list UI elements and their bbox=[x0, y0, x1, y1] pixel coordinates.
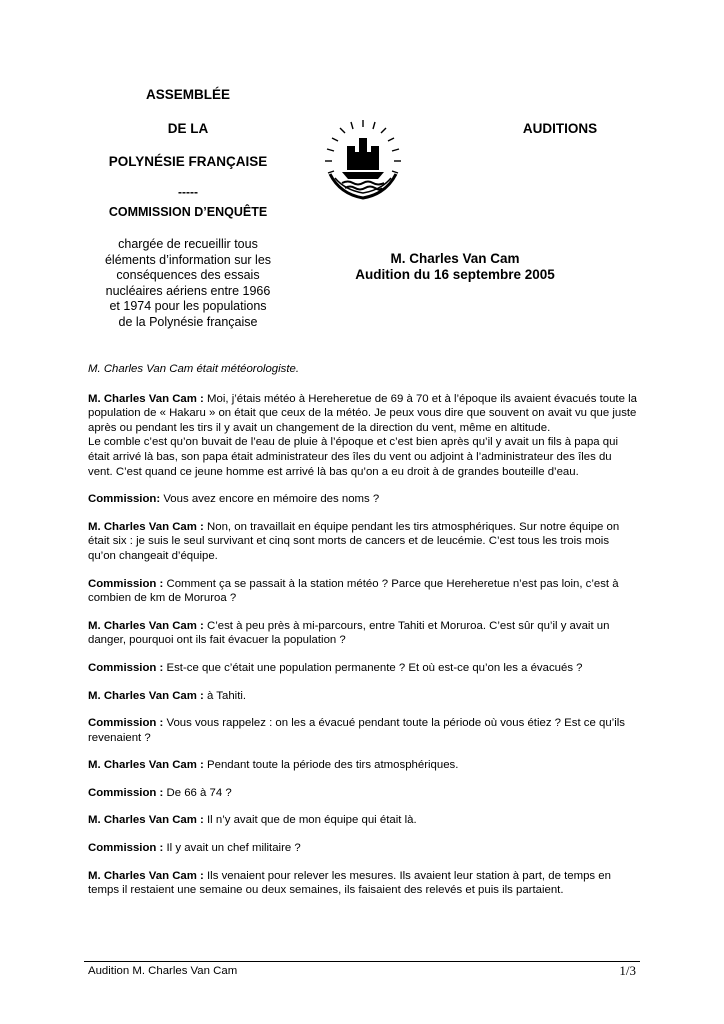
speaker-label: M. Charles Van Cam : bbox=[88, 814, 204, 827]
speaker-label: M. Charles Van Cam : bbox=[88, 520, 204, 533]
transcript-body bbox=[88, 362, 638, 911]
assembly-title-line1: ASSEMBLÉE bbox=[145, 87, 230, 102]
witness-name: M. Charles Van Cam bbox=[390, 251, 520, 266]
speech-text: Pendant toute la période des tirs atmosphériques. bbox=[203, 759, 459, 772]
polynesia-coat-of-arms-icon bbox=[320, 116, 406, 202]
dialogue-paragraph bbox=[88, 758, 638, 773]
mandate-line: chargée de recueillir tous bbox=[118, 237, 258, 251]
assembly-title-line3: POLYNÉSIE FRANÇAISE bbox=[108, 154, 268, 169]
mandate-line: conséquences des essais bbox=[116, 268, 260, 283]
speech-text: Le comble c’est qu’on buvait de l’eau de pluie à l’époque et c’est bien après qu’il y avait un fils à papa qui était arrivé là bas, son papa était administrateur des îles du vent ou adjoint à l’administrateur des îles du vent. C’est quand ce jeune homme est arrivé là bas qu’on a eu droit à de grandes bouteille d’eau. bbox=[88, 436, 619, 478]
dialogue-paragraph bbox=[88, 869, 638, 898]
speaker-label: Commission : bbox=[88, 661, 164, 674]
speech-text: Il n’y avait que de mon équipe qui était là. bbox=[203, 814, 417, 827]
footer-document-title: Audition M. Charles Van Cam bbox=[88, 965, 238, 977]
page-number: 1/3 bbox=[619, 963, 636, 978]
dialogue-paragraph bbox=[88, 577, 638, 606]
dialogue-paragraph bbox=[88, 689, 638, 704]
dialogue-paragraph bbox=[88, 520, 638, 564]
speaker-label: Commission: bbox=[88, 493, 161, 506]
dialogue-paragraph bbox=[88, 392, 638, 436]
speech-text: De 66 à 74 ? bbox=[163, 786, 232, 799]
dialogue-paragraph bbox=[88, 813, 638, 828]
speaker-label: M. Charles Van Cam : bbox=[88, 619, 204, 632]
dialogue-paragraph bbox=[88, 716, 638, 745]
commission-mandate bbox=[60, 237, 316, 331]
mandate-line: de la Polynésie française bbox=[118, 314, 258, 329]
speech-text: Est-ce que c’était une population permanente ? Et où est-ce qu’on les a évacués ? bbox=[163, 661, 583, 674]
speech-text: Comment ça se passait à la station météo ? Parce que Hereheretue n’est pas loin, c’est à combien de km de Moruroa ? bbox=[88, 577, 619, 605]
speech-text: C’est à peu près à mi-parcours, entre Tahiti et Moruroa. C’est sûr qu’il y avait un danger, pourquoi ont ils fait évacuer la population ? bbox=[88, 619, 610, 647]
speech-text: à Tahiti. bbox=[203, 689, 247, 702]
dialogue-paragraph bbox=[88, 492, 638, 507]
dialogue-paragraph bbox=[88, 841, 638, 856]
speaker-label: M. Charles Van Cam : bbox=[88, 759, 204, 772]
header-separator: ----- bbox=[178, 185, 198, 199]
speech-text: Non, on travaillait en équipe pendant les tirs atmosphériques. Sur notre équipe on était six : je suis le seul survivant et cinq sont morts de cancers et de leucémie. C’est tous les trois mois qu’on changeait d’équipe. bbox=[88, 520, 620, 562]
speaker-label: Commission : bbox=[88, 577, 164, 590]
assembly-title-line2: DE LA bbox=[167, 121, 209, 136]
dialogue-paragraph bbox=[88, 619, 638, 648]
speaker-label: M. Charles Van Cam : bbox=[88, 689, 204, 702]
speech-text: Moi, j’étais météo à Hereheretue de 69 à 70 et à l’époque ils avaient évacués toute la population de « Hakaru » on était que ceux de la météo. Je peux vous dire que souvent on avait vu que juste après ou pendant les tirs il y avait un changement de la direction du vent, même en altitude. bbox=[88, 392, 637, 434]
intro-note: M. Charles Van Cam était météorologiste. bbox=[88, 363, 300, 375]
speaker-label: Commission : bbox=[88, 717, 164, 730]
section-title: AUDITIONS bbox=[522, 121, 598, 136]
mandate-line: et 1974 pour les populations bbox=[109, 299, 267, 314]
speaker-label: M. Charles Van Cam : bbox=[88, 392, 204, 405]
speaker-label: M. Charles Van Cam : bbox=[88, 869, 204, 882]
speaker-label: Commission : bbox=[88, 842, 164, 855]
speech-text: Ils venaient pour relever les mesures. Ils avaient leur station à part, de temps en temps il restaient une semaine ou deux semaines, ils faisaient des relevés et puis ils partaient. bbox=[88, 869, 611, 897]
speech-text: Il y avait un chef militaire ? bbox=[163, 842, 301, 855]
mandate-line: nucléaires aériens entre 1966 bbox=[105, 283, 271, 298]
mandate-line: éléments d’information sur les bbox=[104, 252, 272, 267]
footer-rule bbox=[84, 961, 640, 962]
dialogue-paragraph bbox=[88, 435, 638, 479]
speech-text: Vous vous rappelez : on les a évacué pendant toute la période où vous étiez ? Est ce qu’ils revenaient ? bbox=[88, 717, 625, 744]
speaker-label: Commission : bbox=[88, 786, 164, 799]
dialogue-paragraph bbox=[88, 786, 638, 801]
speech-text: Vous avez encore en mémoire des noms ? bbox=[160, 493, 380, 506]
commission-title: COMMISSION D’ENQUÊTE bbox=[108, 205, 268, 219]
audition-date: Audition du 16 septembre 2005 bbox=[355, 267, 555, 282]
dialogue-paragraph bbox=[88, 661, 638, 676]
